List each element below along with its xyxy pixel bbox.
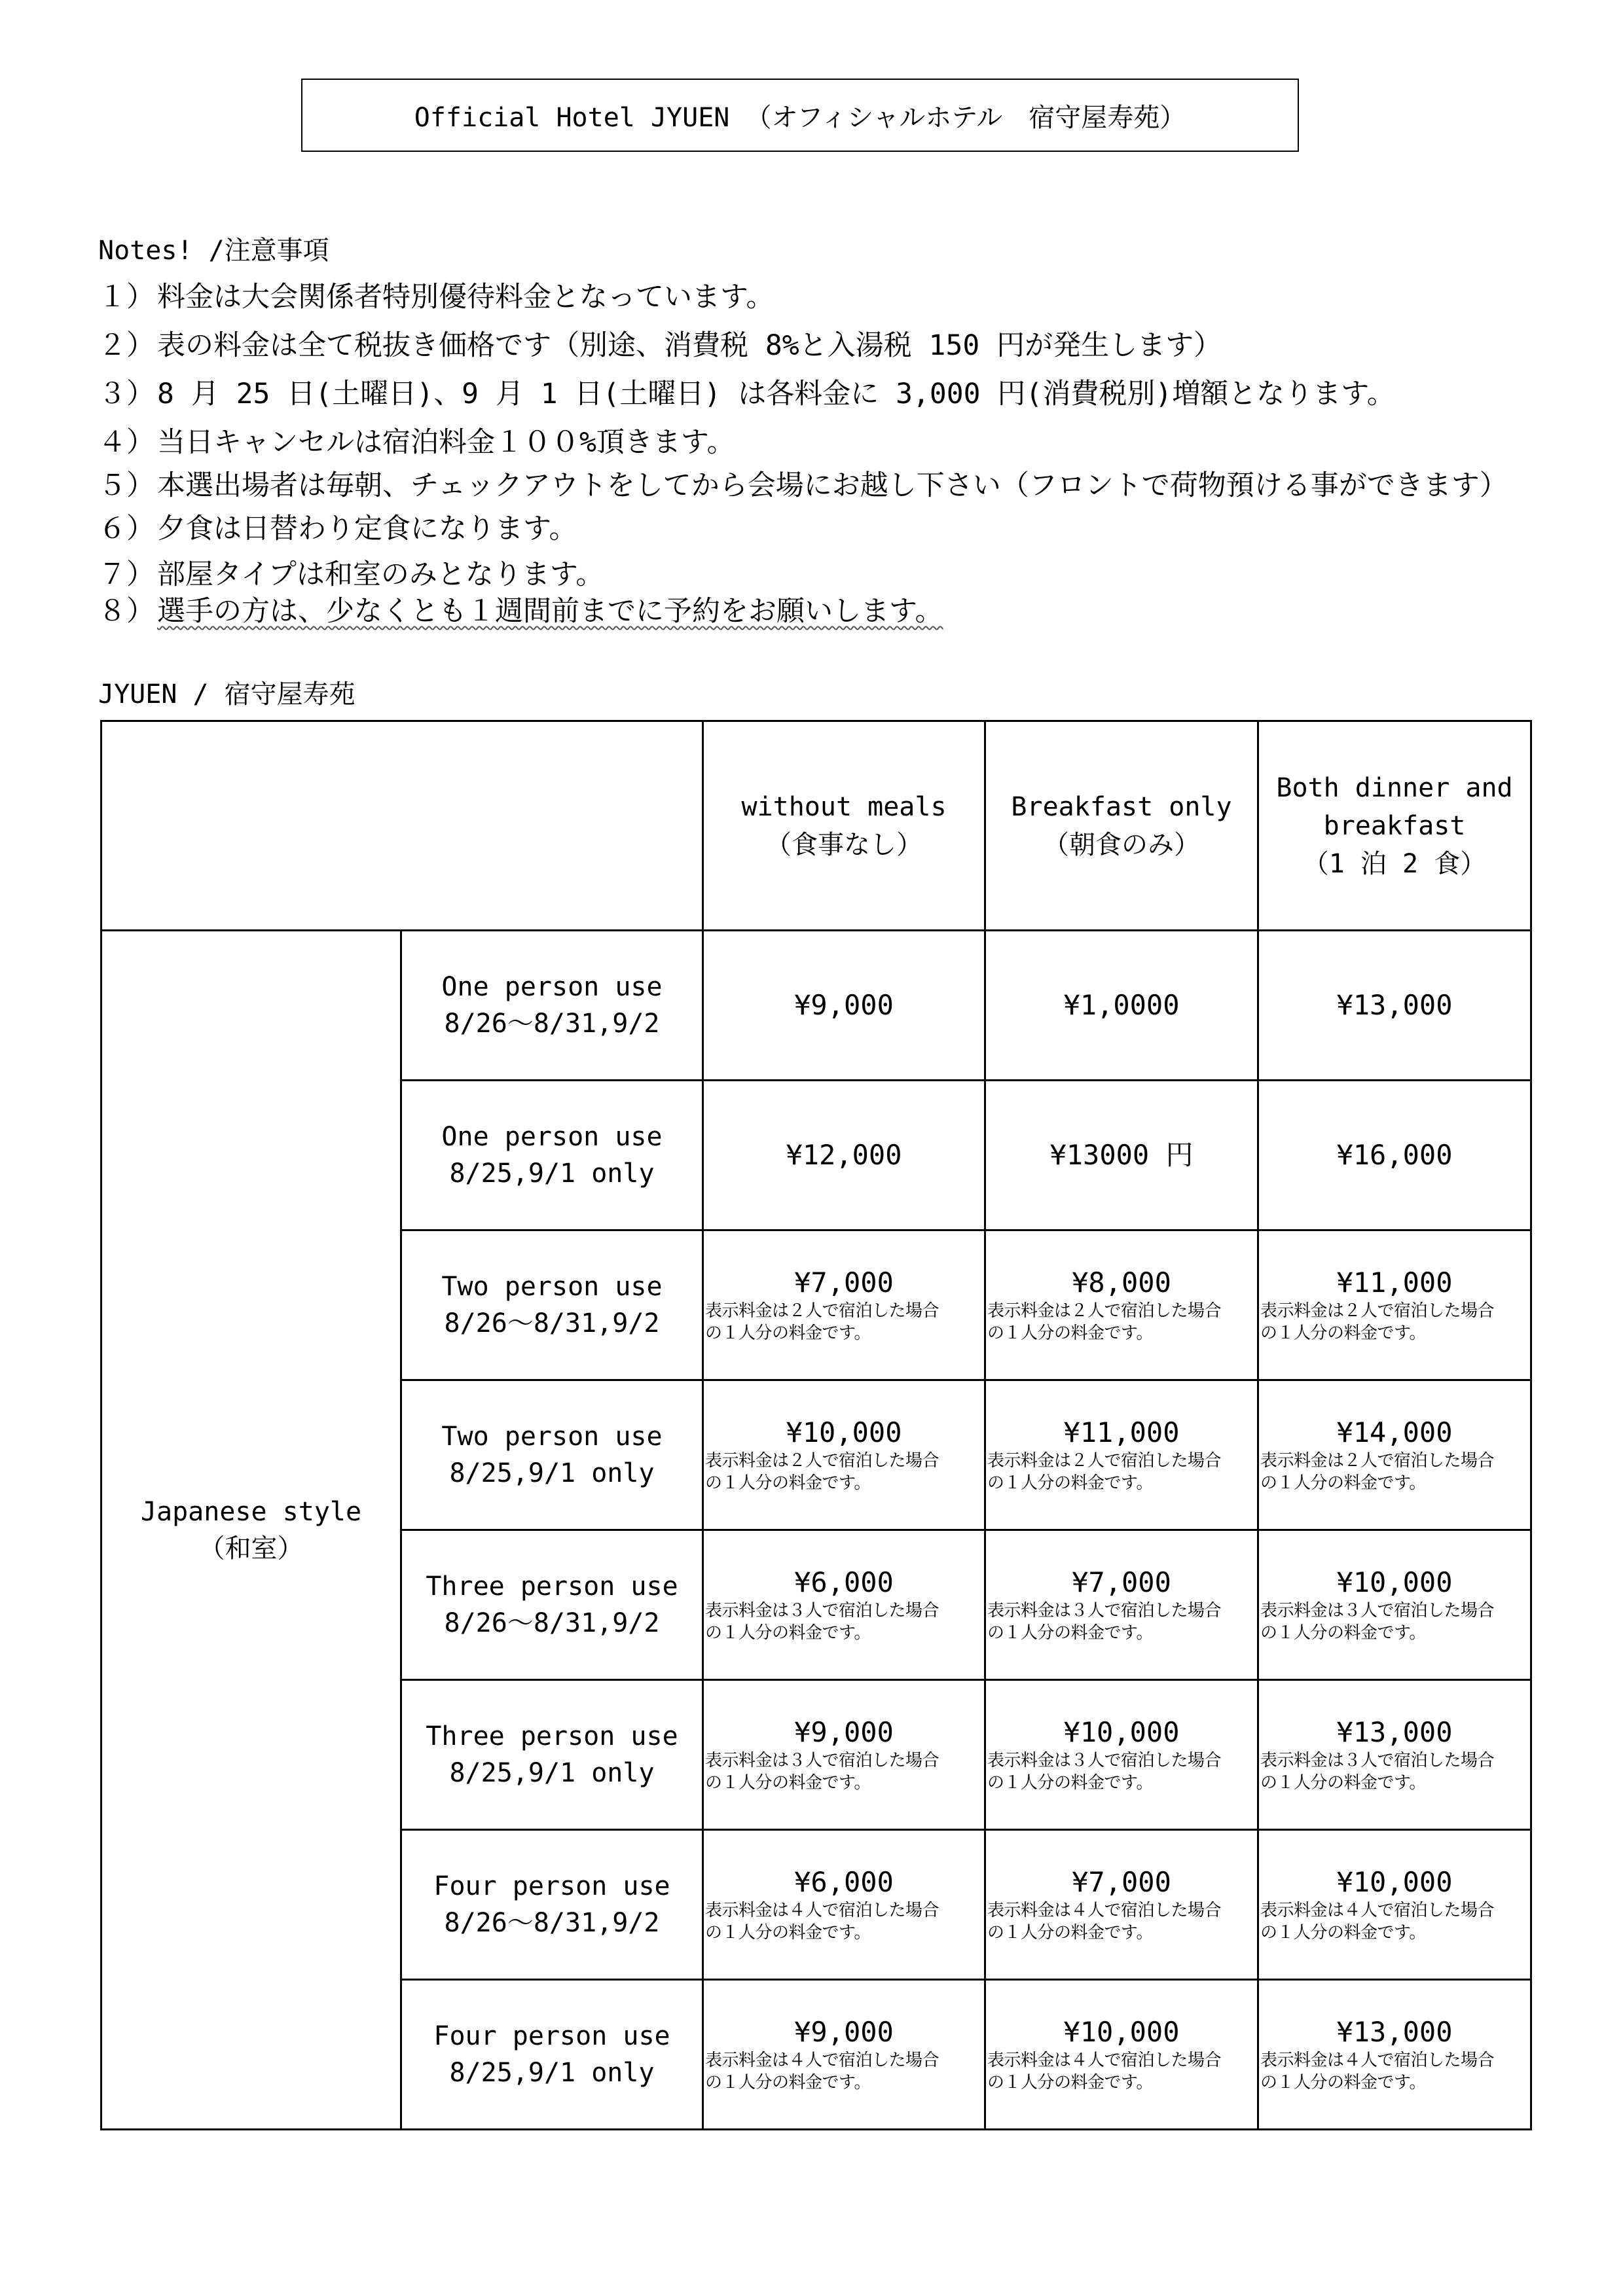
price: ¥9,000 — [794, 989, 894, 1021]
rate-cell — [985, 1230, 1258, 1380]
rate-cell — [1258, 1680, 1531, 1830]
rate-cell — [1258, 1081, 1531, 1230]
price: ¥6,000 — [794, 1566, 894, 1598]
rate-cell — [1258, 931, 1531, 1081]
rate-cell — [985, 1830, 1258, 1980]
rate-note: の１人分の料金です。 — [1260, 1623, 1426, 1643]
note-text: 表の料金は全て税抜き価格です（別途、消費税 8%と入湯税 150 円が発生します） — [157, 329, 1222, 362]
note-item — [98, 329, 1222, 363]
rate-table — [100, 720, 1532, 2130]
row-label: Three person use — [426, 1721, 678, 1751]
rate-note: 表示料金は３人で宿泊した場合 — [705, 1601, 939, 1621]
rate-note: 表示料金は３人で宿泊した場合 — [987, 1601, 1222, 1621]
note-item — [98, 469, 1508, 503]
header-cell — [1258, 721, 1531, 931]
price: ¥16,000 — [1336, 1139, 1453, 1171]
rate-cell — [703, 1530, 985, 1680]
notes-heading: Notes! /注意事項 — [98, 236, 329, 266]
header-line: Both dinner and — [1276, 772, 1513, 803]
note-text: 料金は大会関係者特別優待料金となっています。 — [157, 281, 775, 314]
rate-cell — [985, 1530, 1258, 1680]
rate-note: 表示料金は４人で宿泊した場合 — [1260, 2051, 1495, 2070]
rate-cell — [703, 1081, 985, 1230]
row-header-cell — [401, 1380, 703, 1530]
rate-cell — [985, 1980, 1258, 2130]
price: ¥14,000 — [1336, 1416, 1453, 1448]
rate-note: の１人分の料金です。 — [987, 1773, 1153, 1793]
price: ¥11,000 — [1336, 1266, 1453, 1299]
row-header-cell — [401, 1230, 703, 1380]
rate-cell — [703, 1980, 985, 2130]
row-dates: 8/26〜8/31,9/2 — [444, 1308, 660, 1338]
rate-note: 表示料金は２人で宿泊した場合 — [705, 1451, 939, 1471]
note-number: ７） — [98, 558, 155, 591]
rate-note: の１人分の料金です。 — [705, 1623, 871, 1643]
note-item — [98, 512, 577, 546]
rate-cell — [985, 931, 1258, 1081]
note-number: ５） — [98, 469, 155, 502]
note-number: ６） — [98, 512, 155, 545]
note-number: ８） — [98, 595, 155, 628]
note-text: 選手の方は、少なくとも１週間前までに予約をお願いします。 — [157, 595, 943, 628]
header-line: （食事なし） — [765, 829, 922, 860]
rate-cell — [1258, 1980, 1531, 2130]
price: ¥9,000 — [794, 1716, 894, 1748]
row-label: Two person use — [441, 1272, 663, 1302]
table-header-row — [101, 721, 1531, 931]
rate-note: 表示料金は２人で宿泊した場合 — [987, 1451, 1222, 1471]
row-dates: 8/25,9/1 only — [449, 1158, 655, 1189]
row-label: Four person use — [433, 2021, 670, 2051]
price: ¥10,000 — [1063, 1716, 1180, 1748]
note-text: 8 月 25 日(土曜日)、9 月 1 日(土曜日) は各料金に 3,000 円(消費税別)増額となります。 — [157, 378, 1395, 410]
row-dates: 8/26〜8/31,9/2 — [444, 1608, 660, 1638]
document-title: Official Hotel JYUEN （オフィシャルホテル 宿守屋寿苑） — [301, 79, 1299, 152]
rate-note: の１人分の料金です。 — [705, 1473, 871, 1493]
rate-note: の１人分の料金です。 — [705, 1923, 871, 1943]
rate-note: の１人分の料金です。 — [705, 1773, 871, 1793]
rate-note: 表示料金は３人で宿泊した場合 — [705, 1751, 939, 1770]
price: ¥10,000 — [786, 1416, 902, 1448]
rate-note: 表示料金は２人で宿泊した場合 — [1260, 1301, 1495, 1321]
price: ¥1,0000 — [1063, 989, 1180, 1021]
note-number: １） — [98, 281, 155, 314]
rate-note: の１人分の料金です。 — [1260, 2073, 1426, 2092]
rate-note: の１人分の料金です。 — [987, 1623, 1153, 1643]
price: ¥12,000 — [786, 1139, 902, 1171]
row-label: Three person use — [426, 1571, 678, 1602]
note-number: ４） — [98, 426, 155, 459]
row-label: One person use — [441, 972, 663, 1002]
rate-note: の１人分の料金です。 — [705, 1323, 871, 1343]
rate-note: 表示料金は４人で宿泊した場合 — [987, 1901, 1222, 1920]
rate-note: の１人分の料金です。 — [1260, 1773, 1426, 1793]
rate-cell — [985, 1081, 1258, 1230]
category-line: Japanese style — [140, 1496, 362, 1527]
header-line: Breakfast only — [1011, 791, 1232, 822]
rate-note: 表示料金は４人で宿泊した場合 — [1260, 1901, 1495, 1920]
note-number: ２） — [98, 329, 155, 362]
rate-note: 表示料金は４人で宿泊した場合 — [987, 2051, 1222, 2070]
row-header-cell — [401, 1980, 703, 2130]
header-cell — [985, 721, 1258, 931]
price: ¥8,000 — [1072, 1266, 1171, 1299]
row-header-cell — [401, 1530, 703, 1680]
rate-note: 表示料金は３人で宿泊した場合 — [987, 1751, 1222, 1770]
rate-cell — [985, 1380, 1258, 1530]
price: ¥13000 円 — [1049, 1139, 1194, 1171]
price: ¥10,000 — [1336, 1866, 1453, 1898]
header-line: without meals — [741, 791, 947, 822]
price: ¥10,000 — [1336, 1566, 1453, 1598]
room-category-cell — [101, 931, 401, 2130]
note-item — [98, 594, 943, 628]
note-text: 夕食は日替わり定食になります。 — [157, 512, 577, 545]
price: ¥13,000 — [1336, 989, 1453, 1021]
rate-cell — [703, 1680, 985, 1830]
rate-note: 表示料金は４人で宿泊した場合 — [705, 1901, 939, 1920]
row-dates: 8/25,9/1 only — [449, 1458, 655, 1488]
header-cell — [703, 721, 985, 931]
note-item — [98, 377, 1395, 411]
price: ¥7,000 — [1072, 1866, 1171, 1898]
header-line: breakfast — [1323, 810, 1466, 841]
row-header-cell — [401, 1830, 703, 1980]
price: ¥13,000 — [1336, 2016, 1453, 2048]
price: ¥11,000 — [1063, 1416, 1180, 1448]
rate-cell — [1258, 1530, 1531, 1680]
price: ¥9,000 — [794, 2016, 894, 2048]
rate-note: の１人分の料金です。 — [1260, 1923, 1426, 1943]
row-dates: 8/26〜8/31,9/2 — [444, 1009, 660, 1039]
note-item — [98, 425, 735, 459]
header-line: （朝食のみ） — [1043, 829, 1200, 860]
row-header-cell — [401, 931, 703, 1081]
table-row — [101, 931, 1531, 1081]
rate-cell — [703, 1230, 985, 1380]
rate-note: 表示料金は２人で宿泊した場合 — [987, 1301, 1222, 1321]
rate-note: 表示料金は２人で宿泊した場合 — [705, 1301, 939, 1321]
price: ¥7,000 — [1072, 1566, 1171, 1598]
header-line: （1 泊 2 食） — [1302, 848, 1487, 879]
price: ¥10,000 — [1063, 2016, 1180, 2048]
note-item — [98, 280, 775, 314]
category-line: （和室） — [198, 1533, 304, 1564]
row-label: Four person use — [433, 1871, 670, 1901]
row-label: One person use — [441, 1122, 663, 1152]
rate-cell — [1258, 1230, 1531, 1380]
rate-cell — [1258, 1380, 1531, 1530]
rate-note: の１人分の料金です。 — [1260, 1323, 1426, 1343]
rate-cell — [703, 1380, 985, 1530]
rate-note: の１人分の料金です。 — [987, 1923, 1153, 1943]
price: ¥6,000 — [794, 1866, 894, 1898]
note-text: 部屋タイプは和室のみとなります。 — [157, 558, 604, 591]
row-dates: 8/25,9/1 only — [449, 2058, 655, 2088]
rate-note: の１人分の料金です。 — [1260, 1473, 1426, 1493]
row-dates: 8/26〜8/31,9/2 — [444, 1908, 660, 1938]
rate-cell — [703, 1830, 985, 1980]
price: ¥7,000 — [794, 1266, 894, 1299]
row-header-cell — [401, 1680, 703, 1830]
rate-note: 表示料金は３人で宿泊した場合 — [1260, 1601, 1495, 1621]
rate-note: の１人分の料金です。 — [987, 1473, 1153, 1493]
rate-note: 表示料金は２人で宿泊した場合 — [1260, 1451, 1495, 1471]
section-label: JYUEN / 宿守屋寿苑 — [98, 679, 356, 709]
row-dates: 8/25,9/1 only — [449, 1758, 655, 1788]
rate-note: 表示料金は４人で宿泊した場合 — [705, 2051, 939, 2070]
rate-cell — [703, 931, 985, 1081]
note-item — [98, 558, 604, 592]
note-text: 当日キャンセルは宿泊料金１００%頂きます。 — [157, 426, 735, 459]
rate-note: の１人分の料金です。 — [987, 1323, 1153, 1343]
note-text: 本選出場者は毎朝、チェックアウトをしてから会場にお越し下さい（フロントで荷物預ける事ができます） — [157, 469, 1508, 502]
rate-note: の１人分の料金です。 — [705, 2073, 871, 2092]
row-header-cell — [401, 1081, 703, 1230]
header-empty-cell — [101, 721, 703, 931]
rate-cell — [1258, 1830, 1531, 1980]
rate-cell — [985, 1680, 1258, 1830]
price: ¥13,000 — [1336, 1716, 1453, 1748]
rate-note: の１人分の料金です。 — [987, 2073, 1153, 2092]
row-label: Two person use — [441, 1422, 663, 1452]
rate-note: 表示料金は３人で宿泊した場合 — [1260, 1751, 1495, 1770]
note-number: ３） — [98, 378, 155, 410]
